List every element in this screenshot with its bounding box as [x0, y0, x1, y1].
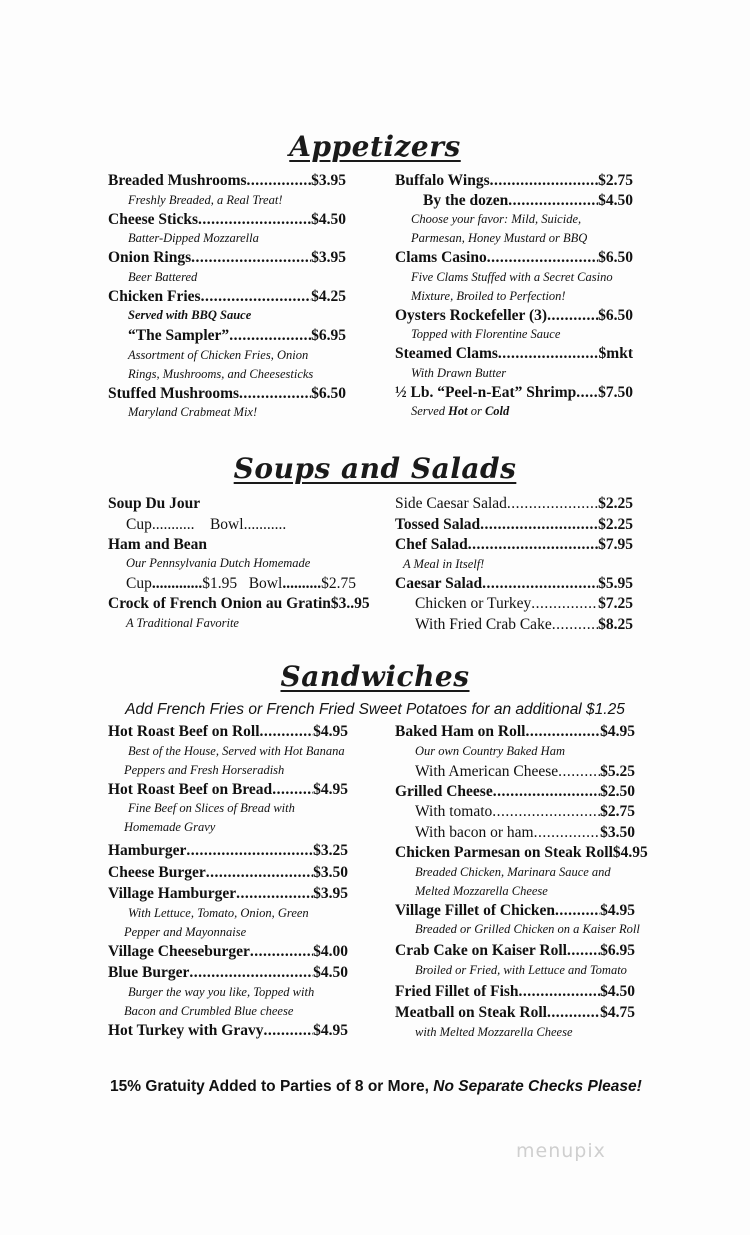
- item-price: $3.95: [313, 885, 348, 902]
- item-name: Breaded Mushrooms: [108, 172, 247, 189]
- menu-item: [395, 1003, 635, 1023]
- menu-item: [395, 614, 633, 635]
- item-description: Assortment of Chicken Fries, Onion: [128, 347, 309, 362]
- item-description: Pepper and Mayonnaise: [124, 924, 247, 939]
- item-name: Tossed Salad: [395, 515, 481, 533]
- item-description: Batter-Dipped Mozzarella: [128, 231, 259, 245]
- item-description: With Lettuce, Tomato, Onion, Green: [128, 905, 309, 920]
- item-price: $7.25: [598, 595, 633, 612]
- item-name: Caesar Salad: [395, 574, 483, 592]
- item-price: $4.95: [313, 1021, 348, 1039]
- item-description: Rings, Mushrooms, and Cheesesticks: [128, 366, 314, 381]
- menu-item: [108, 963, 348, 983]
- item-name: ½ Lb. “Peel-n-Eat” Shrimp: [395, 383, 577, 401]
- gratuity-note: 15% Gratuity Added to Parties of 8 or More, No Separate Checks Please!: [110, 1078, 642, 1095]
- item-price: $4.50: [311, 210, 346, 228]
- menu-item: [108, 210, 346, 230]
- item-name: Cheese Sticks: [108, 210, 198, 228]
- menu-item: [395, 801, 635, 822]
- menu-item: [108, 1021, 348, 1041]
- item-price: $4.95: [313, 780, 348, 798]
- item-name: Grilled Cheese: [395, 782, 493, 800]
- item-price: $mkt: [598, 345, 633, 362]
- menu-item: [108, 884, 348, 904]
- item-description: A Meal in Itself!: [403, 556, 485, 571]
- menu-item: [108, 942, 348, 962]
- menu-item: [395, 383, 633, 403]
- item-name: Hot Turkey with Gravy: [108, 1021, 264, 1039]
- item-price: $2.25: [598, 515, 633, 533]
- menu-item: [395, 761, 635, 782]
- item-name: “The Sampler”: [128, 327, 230, 344]
- item-price: $3.95: [311, 249, 346, 266]
- menu-item: [108, 841, 348, 861]
- soup-du-jour-label: Soup Du Jour: [108, 495, 201, 512]
- item-price: $5.95: [598, 574, 633, 592]
- item-price: $3.25: [313, 842, 348, 859]
- soups-left-column: [108, 494, 370, 633]
- item-price: $5.25: [600, 762, 635, 780]
- menu-item: [395, 982, 635, 1002]
- item-price: $4.95: [313, 723, 348, 740]
- menu-item: [108, 326, 346, 346]
- item-name: Hamburger: [108, 842, 187, 859]
- item-price: $6.95: [311, 327, 346, 344]
- crock-french-onion: Crock of French Onion au Gratin$3..95: [108, 595, 370, 612]
- item-price: $6.95: [600, 942, 635, 959]
- item-price: $3.50: [313, 863, 348, 881]
- item-name: Chicken Fries: [108, 287, 201, 305]
- item-name: Hot Roast Beef on Roll: [108, 723, 260, 740]
- item-price: $4.50: [598, 191, 633, 209]
- item-description: Our own Country Baked Ham: [415, 743, 565, 758]
- item-description: Best of the House, Served with Hot Banana: [128, 743, 345, 758]
- item-name: Village Cheeseburger: [108, 942, 250, 960]
- item-name: With bacon or ham: [415, 824, 534, 841]
- item-description: Fine Beef on Slices of Bread with: [128, 801, 295, 815]
- item-price: $3.50: [600, 824, 635, 841]
- item-price: $8.25: [598, 616, 633, 633]
- item-description: Maryland Crabmeat Mix!: [128, 405, 258, 419]
- menu-item: [395, 344, 633, 364]
- item-price: $2.75: [598, 172, 633, 189]
- item-name: With American Cheese: [415, 762, 559, 780]
- item-description: With Drawn Butter: [411, 365, 507, 380]
- item-price: $4.95: [600, 723, 635, 740]
- item-name: Hot Roast Beef on Bread: [108, 780, 273, 798]
- item-name: Chef Salad: [395, 536, 468, 553]
- sides-note: Add French Fries or French Fried Sweet Potatoes for an additional $1.25: [125, 701, 625, 718]
- ham-bean-label: Ham and Bean: [108, 535, 208, 553]
- item-name: Meatball on Steak Roll: [395, 1004, 547, 1021]
- menu-item: [108, 780, 348, 800]
- item-description: Peppers and Fresh Horseradish: [124, 762, 285, 777]
- item-price: $3.95: [311, 172, 346, 189]
- item-description: Burger the way you like, Topped with: [128, 984, 315, 999]
- menu-item: [395, 191, 633, 211]
- item-description: Our Pennsylvania Dutch Homemade: [126, 556, 311, 570]
- item-price: $4.95: [600, 901, 635, 919]
- item-price: $7.50: [598, 383, 633, 401]
- menu-item: [108, 722, 348, 742]
- item-description: Breaded Chicken, Marinara Sauce and: [415, 864, 611, 879]
- item-name: Side Caesar Salad: [395, 495, 507, 512]
- menu-item: [395, 171, 633, 191]
- item-price: $7.95: [598, 536, 633, 553]
- watermark: menupix: [516, 1140, 606, 1162]
- item-description: Beer Battered: [128, 269, 198, 284]
- appetizers-heading: Appetizers: [289, 130, 461, 163]
- menu-item: [395, 722, 635, 742]
- item-name: Clams Casino: [395, 249, 487, 266]
- item-price: $2.75: [600, 803, 635, 820]
- item-name: Fried Fillet of Fish: [395, 982, 519, 1000]
- menu-item: [395, 574, 633, 594]
- ham-bean-sizes: Cup.............$1.95 Bowl..........$2.75: [126, 575, 356, 592]
- item-name: Chicken or Turkey: [415, 595, 532, 612]
- item-description: with Melted Mozzarella Cheese: [415, 1024, 573, 1039]
- item-description: Topped with Florentine Sauce: [411, 327, 561, 341]
- item-description: Choose your favor: Mild, Suicide,: [411, 212, 582, 226]
- item-name: Buffalo Wings: [395, 172, 490, 189]
- item-name: Crab Cake on Kaiser Roll: [395, 942, 567, 959]
- item-price: $2.50: [600, 782, 635, 800]
- menu-item: [108, 248, 346, 268]
- menu-item: [108, 171, 346, 191]
- item-name: With tomato: [415, 803, 493, 820]
- item-price: $4.75: [600, 1004, 635, 1021]
- item-name: Onion Rings: [108, 249, 192, 266]
- sandwiches-left-column: [108, 722, 348, 1040]
- item-price: $2.25: [598, 495, 633, 512]
- soup-du-jour-sizes: Cup........... Bowl...........: [126, 515, 287, 533]
- item-name: Village Hamburger: [108, 885, 237, 902]
- menu-item: [395, 593, 633, 614]
- menu-item: [108, 384, 346, 404]
- item-name: Oysters Rockefeller (3): [395, 306, 548, 324]
- item-name: By the dozen: [423, 191, 509, 209]
- item-name: With Fried Crab Cake: [415, 616, 552, 633]
- menu-item: [395, 901, 635, 921]
- sandwiches-right-column: [395, 722, 648, 1042]
- item-description: Breaded or Grilled Chicken on a Kaiser Roll: [415, 922, 640, 936]
- item-price: $4.50: [313, 964, 348, 981]
- item-name: Village Fillet of Chicken: [395, 901, 556, 919]
- item-price: $6.50: [598, 306, 633, 324]
- menu-item: [395, 822, 635, 843]
- item-description: Mixture, Broiled to Perfection!: [411, 288, 566, 303]
- item-name: Stuffed Mushrooms: [108, 384, 240, 402]
- menu-item: [395, 494, 633, 514]
- menu-item: [395, 782, 635, 802]
- item-name: Steamed Clams: [395, 345, 498, 362]
- item-description: Bacon and Crumbled Blue cheese: [124, 1003, 294, 1018]
- item-price: $4.25: [311, 287, 346, 305]
- menu-item: [108, 287, 346, 307]
- item-description: A Traditional Favorite: [126, 615, 239, 630]
- item-description: Freshly Breaded, a Real Treat!: [128, 192, 283, 207]
- appetizers-left-column: [108, 171, 346, 422]
- soups-salads-heading: Soups and Salads: [233, 452, 517, 485]
- sandwiches-heading: Sandwiches: [280, 660, 470, 693]
- soups-right-column: [395, 494, 633, 635]
- item-description: Five Clams Stuffed with a Secret Casino: [411, 269, 613, 284]
- item-name: Cheese Burger: [108, 863, 206, 881]
- menu-item: [395, 306, 633, 326]
- item-description: Melted Mozzarella Cheese: [415, 883, 548, 898]
- item-description: Homemade Gravy: [124, 820, 216, 834]
- item-description: Parmesan, Honey Mustard or BBQ: [411, 231, 588, 245]
- item-name: Blue Burger: [108, 964, 190, 981]
- item-description: Served Hot or Cold: [411, 404, 510, 418]
- menu-item: [395, 248, 633, 268]
- item-price: $6.50: [311, 384, 346, 402]
- item-price: $4.50: [600, 982, 635, 1000]
- item-name: Baked Ham on Roll: [395, 723, 526, 740]
- chicken-parmesan: Chicken Parmesan on Steak Roll$4.95: [395, 844, 648, 861]
- menu-item: [395, 941, 635, 961]
- menu-item: [395, 535, 633, 555]
- menu-item: [395, 515, 633, 535]
- item-description: Served with BBQ Sauce: [128, 308, 252, 322]
- appetizers-right-column: [395, 171, 633, 421]
- menu-item: [108, 863, 348, 883]
- item-price: $6.50: [598, 249, 633, 266]
- item-description: Broiled or Fried, with Lettuce and Tomato: [415, 962, 627, 977]
- item-price: $4.00: [313, 942, 348, 960]
